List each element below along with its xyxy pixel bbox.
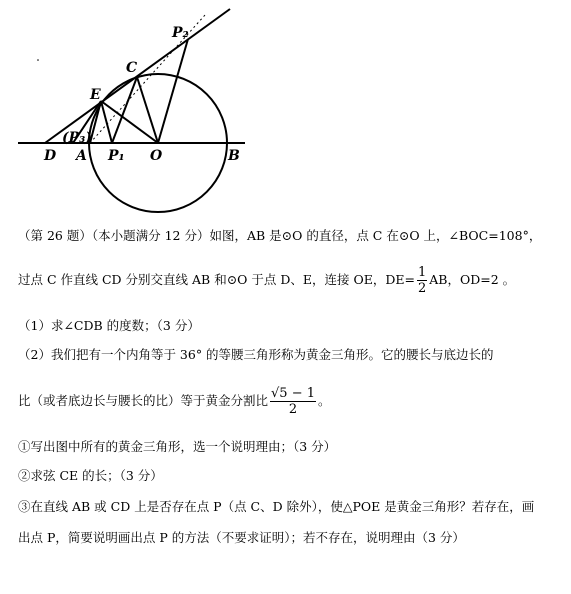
stray-dot [37, 59, 39, 61]
label-p1: P₁ [108, 148, 125, 164]
label-b: B [228, 148, 240, 164]
segment-co [137, 77, 158, 143]
problem-line-2: 过点 C 作直线 CD 分别交直线 AB 和⊙O 于点 D、E，连接 OE，DE= $\frac{1}{2}$ AB，OD=2 。 [18, 265, 516, 296]
segment-cp1 [112, 77, 137, 143]
label-o: O [150, 148, 163, 164]
label-c: C [126, 60, 138, 76]
line-cd [45, 9, 230, 143]
problem-line-6: ①写出图中所有的黄金三角形，选一个说明理由；（3 分） [18, 439, 337, 454]
problem-line-9: 出点 P，简要说明画出点 P 的方法（不要求证明）；若不存在，说明理由（3 分） [18, 530, 465, 545]
fraction-golden-ratio: $\frac{√5 - 1}{2}$ [271, 386, 315, 417]
problem-line-1: （第 26 题）（本小题满分 12 分）如图，AB 是⊙O 的直径，点 C 在⊙O 上，∠BOC=108°， [18, 228, 542, 243]
problem-line-7: ②求弦 CE 的长；（3 分） [18, 468, 163, 483]
fraction-one-half: $\frac{1}{2}$ [418, 265, 427, 296]
label-a: A [76, 148, 87, 164]
segment-p2o [158, 39, 188, 143]
label-p3: (P₃) [62, 130, 92, 146]
problem-line-3: （1）求∠CDB 的度数；（3 分） [18, 318, 200, 333]
geometry-figure [0, 0, 571, 220]
problem-line-5: 比（或者底边长与腰长的比）等于黄金分割比 $\frac{√5 - 1}{2}$ 。 [18, 386, 331, 417]
problem-line-8: ③在直线 AB 或 CD 上是否存在点 P（点 C、D 除外），使△POE 是黄金三角形？若存在，画 [18, 499, 535, 514]
label-p2: P₂ [172, 25, 189, 41]
problem-line-4: （2）我们把有一个内角等于 36° 的等腰三角形称为黄金三角形。它的腰长与底边长的 [18, 347, 494, 362]
label-d: D [44, 148, 57, 164]
label-e: E [90, 87, 101, 103]
